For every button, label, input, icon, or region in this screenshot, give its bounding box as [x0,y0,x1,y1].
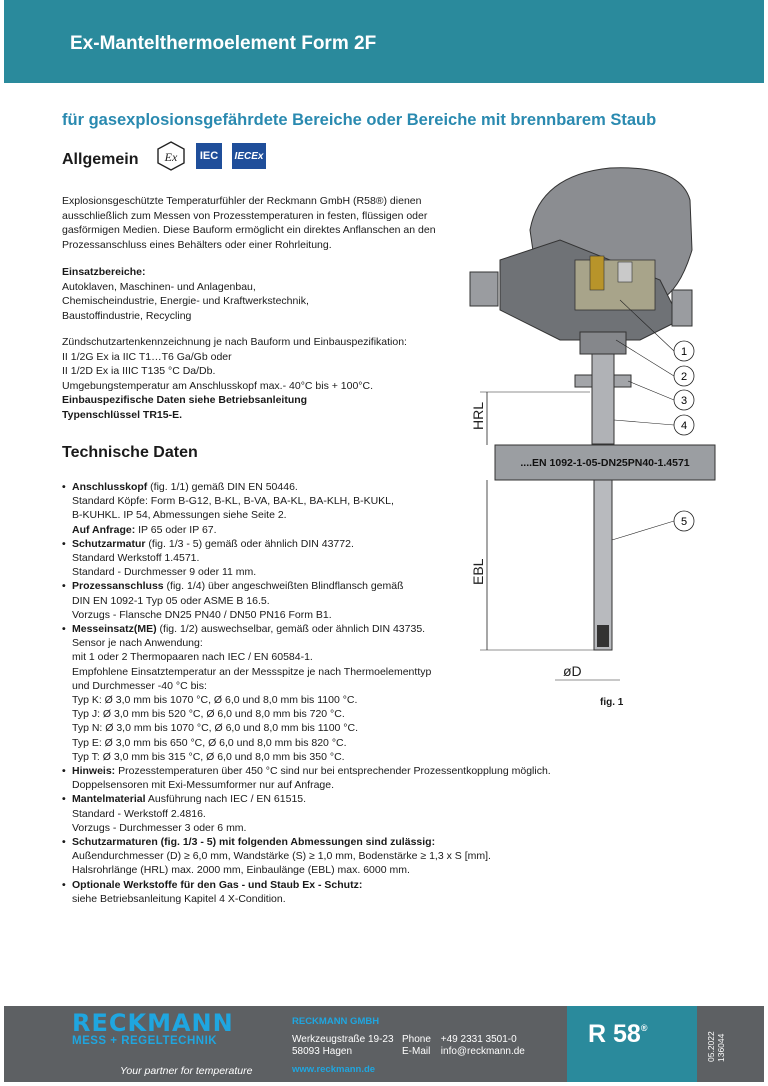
zuend-bold-line: Typenschlüssel TR15-E. [62,408,183,421]
callout-number: 5 [680,516,688,528]
list-item [62,792,662,806]
intro-line: Prozessanschluss eines Behälters oder einer Rohrleitung. [62,238,332,251]
item-line: Außendurchmesser (D) ≥ 6,0 mm, Wandstärke (S) ≥ 1,0 mm, Bodenstärke ≥ 1,3 x S [mm]. [72,850,491,863]
item-line: Standard Werkstoff 1.4571. [72,552,200,565]
item-text: Prozesstemperaturen über 450 °C sind nur bei entsprechender Prozessentkopplung möglich. [115,765,551,778]
zuend-bold-line: Einbauspezifische Daten siehe Betriebsanleitung [62,394,308,406]
product-name: R 58 [588,1020,641,1048]
ex-logo-text: Ex [164,150,178,164]
item-line: und Durchmesser -40 °C bis: [72,679,207,692]
callout-number: 2 [680,371,688,383]
item-label: Schutzarmatur [72,537,146,550]
brand-name: RECKMANN [72,1009,234,1037]
page-title: Ex-Mantelthermoelement Form 2F [70,33,377,54]
brand-logo [72,1011,250,1048]
registered-mark: ® [640,1023,648,1033]
date-value: 05.2022 [706,1031,716,1062]
anfrage-text: IP 65 oder IP 67. [135,523,217,536]
callout-leader [614,420,674,425]
einsatz-title: Einsatzbereiche: [62,266,146,278]
item-line: Typ N: Ø 3,0 mm bis 1070 °C, Ø 6,0 und 8,0 mm bis 1100 °C. [72,722,358,735]
item-line: Standard - Durchmesser 9 oder 11 mm. [72,566,257,579]
intro-line: Explosionsgeschützte Temperaturfühler der Reckmann GmbH (R58®) dienen [62,195,422,207]
einsatz-line: Chemischeindustrie, Energie- und Kraftwerkstechnik, [62,295,309,307]
address-street: Werkzeugstraße 19-23 [292,1034,394,1045]
cable-gland [470,272,498,306]
ebl-label: EBL [470,558,486,585]
callout-number: 3 [680,395,688,407]
callout-leader [628,381,674,400]
side-fitting [672,290,692,326]
document-date [706,1031,726,1062]
item-label: Hinweis: [72,765,116,778]
callout-leader [616,340,674,376]
callout-leader [612,521,674,540]
item-label: Optionale Werkstoffe für den Gas - und Staub Ex - Schutz: [72,878,363,891]
list-item [62,835,662,849]
thermocouple-figure [455,160,735,700]
item-line: Typ E: Ø 3,0 mm bis 650 °C, Ø 6,0 und 8,0 mm bis 820 °C. [72,736,347,749]
header-bar [4,0,764,83]
intro-paragraph [62,194,462,252]
figure-caption: fig. 1 [600,697,624,708]
item-line: Standard Köpfe: Form B-G12, B-KL, B-VA, BA-KL, BA-KLH, B-KUKL, [72,495,394,508]
item-line: siehe Betriebsanleitung Kapitel 4 X-Condition. [72,892,286,905]
item-line: Halsrohrlänge (HRL) max. 2000 mm, Einbaulänge (EBL) max. 6000 mm. [72,864,410,877]
item-text: (fig. 1/4) über angeschweißten Blindflansch gemäß [163,580,404,593]
brand-tagline: Your partner for temperature [120,1065,253,1077]
item-label: Mantelmaterial [72,793,146,806]
zuendschutz-paragraph [62,335,462,422]
item-line: Empfohlene Einsatztemperatur an der Messspitze je nach Thermoelementtyp [72,665,432,678]
tube-tip-slot [597,625,609,647]
neck-nut [580,332,626,354]
item-line: Vorzugs - Durchmesser 3 oder 6 mm. [72,821,247,834]
phone-value: +49 2331 3501-0 [440,1034,517,1045]
screw [618,262,632,282]
neck-tube [592,354,614,444]
brand-subtitle: MESS + REGELTECHNIK [72,1035,218,1047]
page-subtitle: für gasexplosionsgefährdete Bereiche oder Bereiche mit brennbarem Staub [62,111,657,129]
spring [590,256,604,290]
einsatz-line: Autoklaven, Maschinen- und Anlagenbau, [62,280,256,293]
item-line: Typ K: Ø 3,0 mm bis 1070 °C, Ø 6,0 und 8,0 mm bis 1100 °C. [72,694,358,707]
section-technische-daten-title: Technische Daten [62,444,198,461]
anfrage-label: Auf Anfrage: [72,523,136,536]
intro-line: ausschließlich zum Messen von Prozesstemperaturen in festen, flüssigen oder [62,209,428,222]
einsatz-paragraph [62,265,462,323]
item-label: Messeinsatz(ME) [72,623,157,636]
item-line: Standard - Werkstoff 2.4816. [72,807,206,820]
zuend-line: Zündschutzartenkennzeichnung je nach Bauform und Einbauspezifikation: [62,336,407,348]
protection-tube [594,480,612,650]
item-line: Sensor je nach Anwendung: [72,637,203,650]
email-label: E-Mail [402,1046,431,1057]
terminal-block [575,260,655,310]
company-name: RECKMANN GMBH [292,1016,380,1027]
hrl-label: HRL [470,401,486,430]
item-label: Prozessanschluss [72,580,164,593]
item-text: (fig. 1/1) gemäß DIN EN 50446. [147,481,298,493]
address-city: 58093 Hagen [292,1046,353,1057]
section-allgemein-title: Allgemein [62,151,139,168]
zuend-line: Umgebungstemperatur am Anschlusskopf max.- 40°C bis + 100°C. [62,379,374,392]
item-line: Vorzugs - Flansche DN25 PN40 / DN50 PN16 Form B1. [72,608,332,621]
iec-logo: IEC [196,143,222,169]
zuend-line: II 1/2D Ex ia IIIC T135 °C Da/Db. [62,365,216,377]
list-item [62,878,662,892]
od-label: øD [563,663,582,679]
item-line: DIN EN 1092-1 Typ 05 oder ASME B 16.5. [72,594,270,607]
callout-number: 1 [680,346,688,358]
company-contact [402,1034,525,1058]
phone-label: Phone [402,1034,431,1045]
item-label: Schutzarmaturen (fig. 1/3 - 5) mit folgenden Abmessungen sind zulässig: [72,836,436,849]
item-text: (fig. 1/2) auswechselbar, gemäß oder ähnlich DIN 43735. [156,623,426,636]
document-code: 136044 [716,1033,726,1062]
flange-label: ....EN 1092-1-05-DN25PN40-1.4571 [520,457,690,469]
item-label: Anschlusskopf [72,481,148,493]
list-item [62,764,662,778]
ex-hexagon-icon [156,141,186,171]
item-line: B-KUHKL. IP 54, Abmessungen siehe Seite 2. [72,509,287,522]
callout-number: 4 [680,420,688,432]
zuend-line: II 1/2G Ex ia IIC T1…T6 Ga/Gb oder [62,350,232,363]
item-line: mit 1 oder 2 Thermopaaren nach IEC / EN 60584-1. [72,651,313,664]
einsatz-line: Baustoffindustrie, Recycling [62,309,192,322]
website-link[interactable]: www.reckmann.de [292,1064,376,1075]
item-text: Ausführung nach IEC / EN 61515. [145,793,307,806]
item-line: Doppelsensoren mit Exi-Messumformer nur auf Anfrage. [72,779,335,792]
item-line: Typ J: Ø 3,0 mm bis 520 °C, Ø 6,0 und 8,0 mm bis 720 °C. [72,708,345,721]
certification-logos [156,141,266,171]
item-line: Typ T: Ø 3,0 mm bis 315 °C, Ø 6,0 und 8,0 mm bis 350 °C. [72,750,345,763]
item-text: (fig. 1/3 - 5) gemäß oder ähnlich DIN 43772. [145,537,354,550]
product-code [588,1020,647,1049]
intro-line: gasförmigen Medien. Diese Bauform ermöglicht ein direktes Anflanschen an den [62,224,436,236]
company-address [292,1034,394,1058]
iecex-logo: IECEx [232,143,266,169]
email-link[interactable]: info@reckmann.de [440,1046,525,1057]
